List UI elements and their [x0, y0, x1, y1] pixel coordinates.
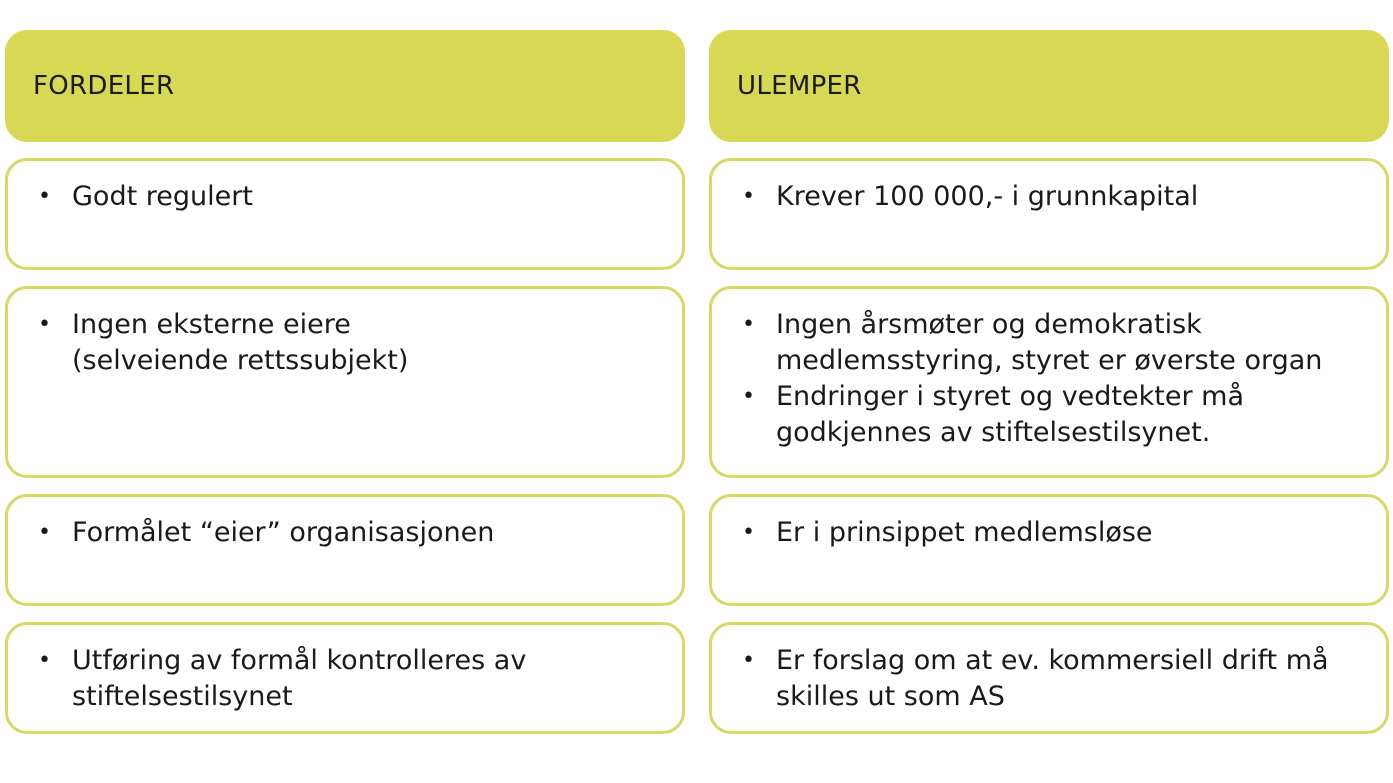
ulemper-box-4 — [709, 622, 1389, 734]
fordeler-box-1 — [5, 158, 685, 270]
ulemper-item: • Er i prinsippet medlemsløse — [740, 515, 1362, 551]
ulemper-item: • Ingen årsmøter og demokratisk medlemsstyring, styret er øverste organ — [740, 307, 1362, 379]
ulemper-title: ULEMPER — [737, 71, 862, 101]
fordeler-item: • Formålet “eier” organisasjonen — [36, 515, 658, 551]
ulemper-header — [709, 30, 1389, 142]
fordeler-box-3 — [5, 494, 685, 606]
fordeler-title: FORDELER — [33, 71, 175, 101]
fordeler-item: • Godt regulert — [36, 179, 658, 215]
fordeler-box-2 — [5, 286, 685, 478]
fordeler-column — [5, 30, 685, 734]
ulemper-item: • Krever 100 000,- i grunnkapital — [740, 179, 1362, 215]
ulemper-box-1 — [709, 158, 1389, 270]
fordeler-box-4 — [5, 622, 685, 734]
ulemper-column — [709, 30, 1389, 734]
ulemper-item: • Er forslag om at ev. kommersiell drift må skilles ut som AS — [740, 643, 1362, 715]
ulemper-box-2 — [709, 286, 1389, 478]
fordeler-item: • Ingen eksterne eiere (selveiende rettssubjekt) — [36, 307, 658, 379]
ulemper-box-3 — [709, 494, 1389, 606]
ulemper-item: • Endringer i styret og vedtekter må godkjennes av stiftelsestilsynet. — [740, 379, 1362, 451]
fordeler-header — [5, 30, 685, 142]
fordeler-item: • Utføring av formål kontrolleres av stiftelsestilsynet — [36, 643, 658, 715]
